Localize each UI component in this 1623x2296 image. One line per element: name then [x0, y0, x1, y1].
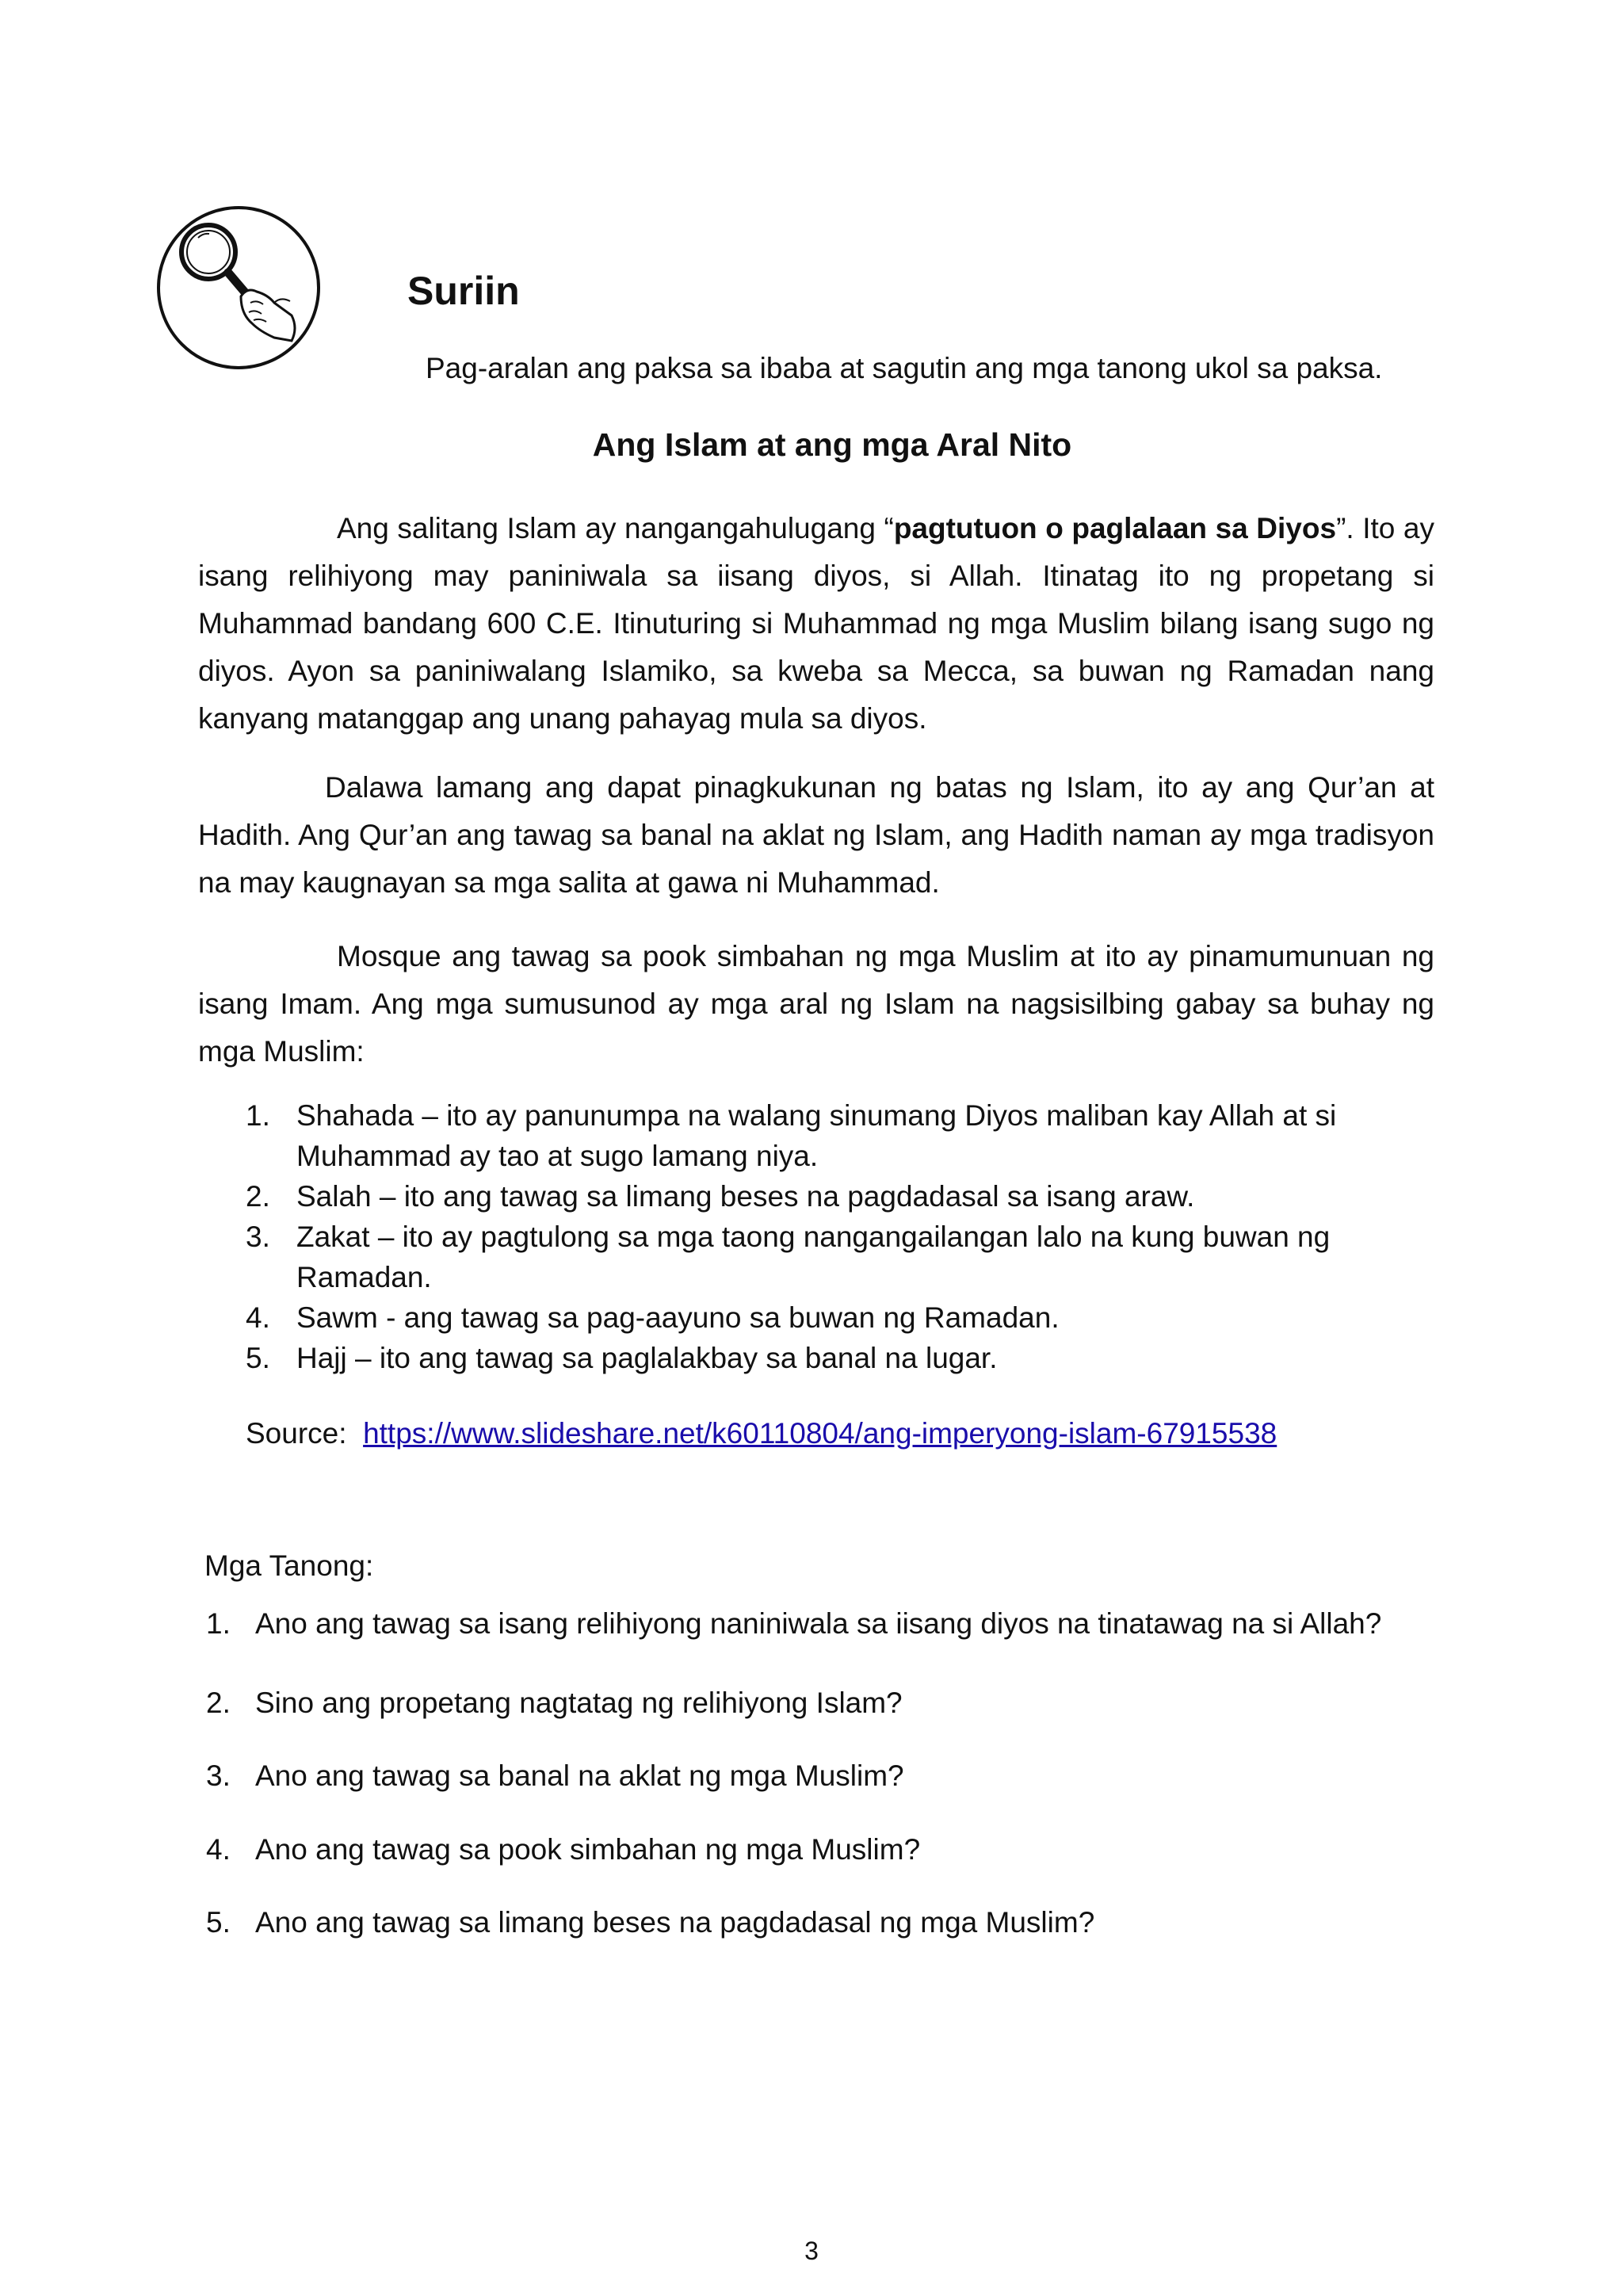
section-title: Suriin: [407, 269, 520, 313]
question-item: 2. Sino ang propetang nagtatag ng relihiyong Islam?: [206, 1687, 903, 1719]
question-item: 5. Ano ang tawag sa limang beses na pagdadasal ng mga Muslim?: [206, 1906, 1095, 1939]
source-link[interactable]: https://www.slideshare.net/k60110804/ang-imperyong-islam-67915538: [363, 1417, 1277, 1450]
list-item: 2. Salah – ito ang tawag sa limang beses na pagdadasal sa isang araw.: [246, 1180, 1195, 1213]
list-item: 1. Shahada – ito ay panunumpa na walang sinumang Diyos maliban kay Allah at si Muhammad ay tao at sugo lamang niya.: [246, 1099, 1337, 1172]
list-item: 4. Sawm - ang tawag sa pag-aayuno sa buwan ng Ramadan.: [246, 1301, 1060, 1334]
source-label: Source:: [246, 1417, 347, 1450]
pillars-list: [246, 1095, 1434, 1378]
definition-bold-text: pagtutuon o paglalaan sa Diyos: [893, 512, 1337, 544]
questions-title: Mga Tanong:: [204, 1549, 374, 1582]
question-item: 4. Ano ang tawag sa pook simbahan ng mga Muslim?: [206, 1833, 921, 1866]
magnifying-glass-icon: [155, 204, 322, 371]
page-number: 3: [804, 2237, 819, 2265]
list-item: 5. Hajj – ito ang tawag sa paglalakbay sa banal na lugar.: [246, 1342, 998, 1374]
paragraph-mosque: Mosque ang tawag sa pook simbahan ng mga Muslim at ito ay pinamumunuan ng isang Imam. Ang mga sumusunod ay mga aral ng Islam na nagsisilbing gabay sa buhay ng mga Muslim:: [198, 940, 1434, 1068]
article-title: Ang Islam at ang mga Aral Nito: [592, 426, 1072, 463]
question-item: 3. Ano ang tawag sa banal na aklat ng mga Muslim?: [206, 1759, 904, 1792]
instruction-text: Pag-aralan ang paksa sa ibaba at sagutin ang mga tanong ukol sa paksa.: [426, 352, 1383, 384]
question-item: 1. Ano ang tawag sa isang relihiyong naniniwala sa iisang diyos na tinatawag na si Allah?: [206, 1607, 1382, 1640]
source-line: [246, 1417, 1277, 1450]
list-item: 3. Zakat – ito ay pagtulong sa mga taong nangangailangan lalo na kung buwan ng Ramadan.: [246, 1221, 1331, 1293]
paragraph-sources-of-law: Dalawa lamang ang dapat pinagkukunan ng batas ng Islam, ito ay ang Qur’an at Hadith. Ang Qur’an ang tawag sa banal na aklat ng Islam, ang Hadith naman ay mga tradisyon na may kaugnayan sa mga salita at gawa ni Muhammad.: [198, 771, 1434, 899]
paragraph-islam-definition: Ang salitang Islam ay nangangahulugang “pagtutuon o paglalaan sa Diyos”. Ito ay isang relihiyong may paniniwala sa iisang diyos, si Allah. Itinatag ito ng propetang si Muhammad bandang 600 C.E. Itinuturing si Muhammad ng mga Muslim bilang isang sugo ng diyos. Ayon sa paniniwalang Islamiko, sa kweba sa Mecca, sa buwan ng Ramadan nang kanyang matanggap ang unang pahayag mula sa diyos.: [198, 512, 1434, 735]
